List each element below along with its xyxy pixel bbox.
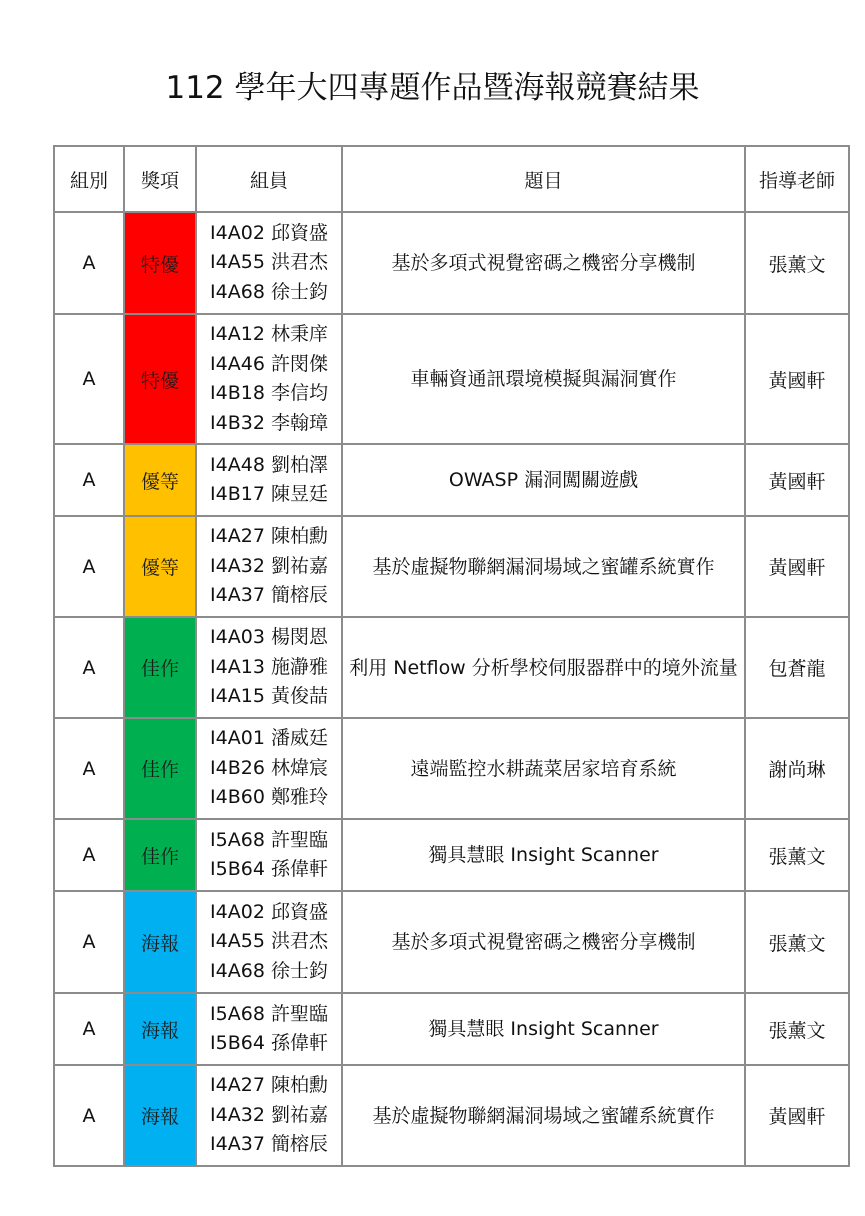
member-name: I4A12 林秉庠: [210, 323, 328, 345]
award-cell: 優等: [124, 516, 196, 617]
award-cell: 特優: [124, 212, 196, 314]
group-cell: A: [54, 212, 124, 314]
table-row: [54, 212, 849, 314]
table-row: [54, 891, 849, 993]
table-body: [54, 212, 849, 1166]
group-cell: A: [54, 819, 124, 891]
topic-cell: 獨具慧眼 Insight Scanner: [342, 993, 745, 1065]
page-title: 112 學年大四專題作品暨海報競賽結果: [165, 70, 700, 106]
award-cell: 佳作: [124, 617, 196, 718]
advisor-cell: 包蒼龍: [745, 617, 849, 718]
topic-cell: 遠端監控水耕蔬菜居家培育系統: [342, 718, 745, 819]
member-name: I4A02 邱資盛: [210, 221, 328, 244]
member-name: I4A48 劉柏澤: [210, 453, 328, 476]
group-cell: A: [54, 444, 124, 516]
advisor-cell: 黃國軒: [745, 1065, 849, 1166]
member-name: I4B60 鄭雅玲: [210, 786, 328, 809]
member-name: I5A68 許聖臨: [210, 828, 328, 851]
header-group: 組別: [54, 146, 124, 212]
member-name: I4B32 李翰璋: [210, 411, 328, 434]
group-cell: A: [54, 1065, 124, 1166]
topic-cell: 基於多項式視覺密碼之機密分享機制: [342, 212, 745, 314]
header-topic: 題目: [342, 146, 745, 212]
group-cell: A: [54, 617, 124, 718]
advisor-cell: 張薰文: [745, 819, 849, 891]
award-cell: 佳作: [124, 819, 196, 891]
group-cell: A: [54, 891, 124, 993]
table-row: [54, 993, 849, 1065]
advisor-cell: 黃國軒: [745, 516, 849, 617]
member-name: I4A03 楊閔恩: [210, 626, 328, 649]
header-row: [54, 146, 849, 212]
table-row: [54, 1065, 849, 1166]
table-row: [54, 516, 849, 617]
advisor-cell: 張薰文: [745, 891, 849, 993]
advisor-cell: 黃國軒: [745, 314, 849, 444]
advisor-cell: 黃國軒: [745, 444, 849, 516]
award-cell: 佳作: [124, 718, 196, 819]
member-name: I4A02 邱資盛: [210, 900, 328, 923]
table-row: [54, 617, 849, 718]
table-row: [54, 718, 849, 819]
topic-cell: 基於虛擬物聯網漏洞場域之蜜罐系統實作: [342, 516, 745, 617]
member-name: I4A37 簡榕辰: [210, 584, 328, 607]
member-name: I4A68 徐士鈞: [210, 959, 328, 982]
members-cell: [196, 314, 342, 444]
member-name: I5B64 孫偉軒: [210, 1032, 328, 1054]
member-name: I4A13 施瀞雅: [210, 655, 328, 678]
header-members: 組員: [196, 146, 342, 212]
advisor-cell: 張薰文: [745, 212, 849, 314]
members-cell: [196, 1065, 342, 1166]
group-cell: A: [54, 993, 124, 1065]
award-cell: 海報: [124, 993, 196, 1065]
member-name: I4A27 陳柏勳: [210, 1074, 328, 1097]
member-name: I4B18 李信均: [210, 382, 328, 404]
topic-cell: 獨具慧眼 Insight Scanner: [342, 819, 745, 891]
advisor-cell: 張薰文: [745, 993, 849, 1065]
topic-cell: OWASP 漏洞闖關遊戲: [342, 444, 745, 516]
header-award: 獎項: [124, 146, 196, 212]
member-name: I4A15 黃俊喆: [210, 685, 328, 708]
members-cell: [196, 516, 342, 617]
award-cell: 特優: [124, 314, 196, 444]
members-cell: [196, 212, 342, 314]
table-row: [54, 314, 849, 444]
members-cell: [196, 891, 342, 993]
table-row: [54, 444, 849, 516]
member-name: I4B26 林煒宸: [210, 756, 328, 779]
topic-cell: 基於多項式視覺密碼之機密分享機制: [342, 891, 745, 993]
member-name: I5B64 孫偉軒: [210, 858, 328, 880]
topic-cell: 基於虛擬物聯網漏洞場域之蜜罐系統實作: [342, 1065, 745, 1166]
members-cell: [196, 993, 342, 1065]
group-cell: A: [54, 516, 124, 617]
group-cell: A: [54, 314, 124, 444]
members-cell: [196, 819, 342, 891]
topic-cell: 利用 Netflow 分析學校伺服器群中的境外流量: [342, 617, 745, 718]
advisor-cell: 謝尚琳: [745, 718, 849, 819]
header-advisor: 指導老師: [745, 146, 849, 212]
member-name: I4B17 陳昱廷: [210, 483, 328, 505]
members-cell: [196, 444, 342, 516]
member-name: I4A27 陳柏勳: [210, 525, 328, 548]
members-cell: [196, 617, 342, 718]
member-name: I4A68 徐士鈞: [210, 280, 328, 303]
topic-cell: 車輛資通訊環境模擬與漏洞實作: [342, 314, 745, 444]
member-name: I4A32 劉祐嘉: [210, 554, 328, 577]
member-name: I4A01 潘威廷: [210, 727, 328, 750]
award-cell: 優等: [124, 444, 196, 516]
group-cell: A: [54, 718, 124, 819]
members-cell: [196, 718, 342, 819]
results-table: [53, 145, 850, 1167]
member-name: I4A55 洪君杰: [210, 930, 328, 953]
member-name: I4A37 簡榕辰: [210, 1133, 328, 1156]
award-cell: 海報: [124, 1065, 196, 1166]
member-name: I4A32 劉祐嘉: [210, 1103, 328, 1126]
member-name: I4A46 許閔傑: [210, 352, 328, 375]
award-cell: 海報: [124, 891, 196, 993]
table-row: [54, 819, 849, 891]
member-name: I5A68 許聖臨: [210, 1002, 328, 1025]
member-name: I4A55 洪君杰: [210, 251, 328, 274]
